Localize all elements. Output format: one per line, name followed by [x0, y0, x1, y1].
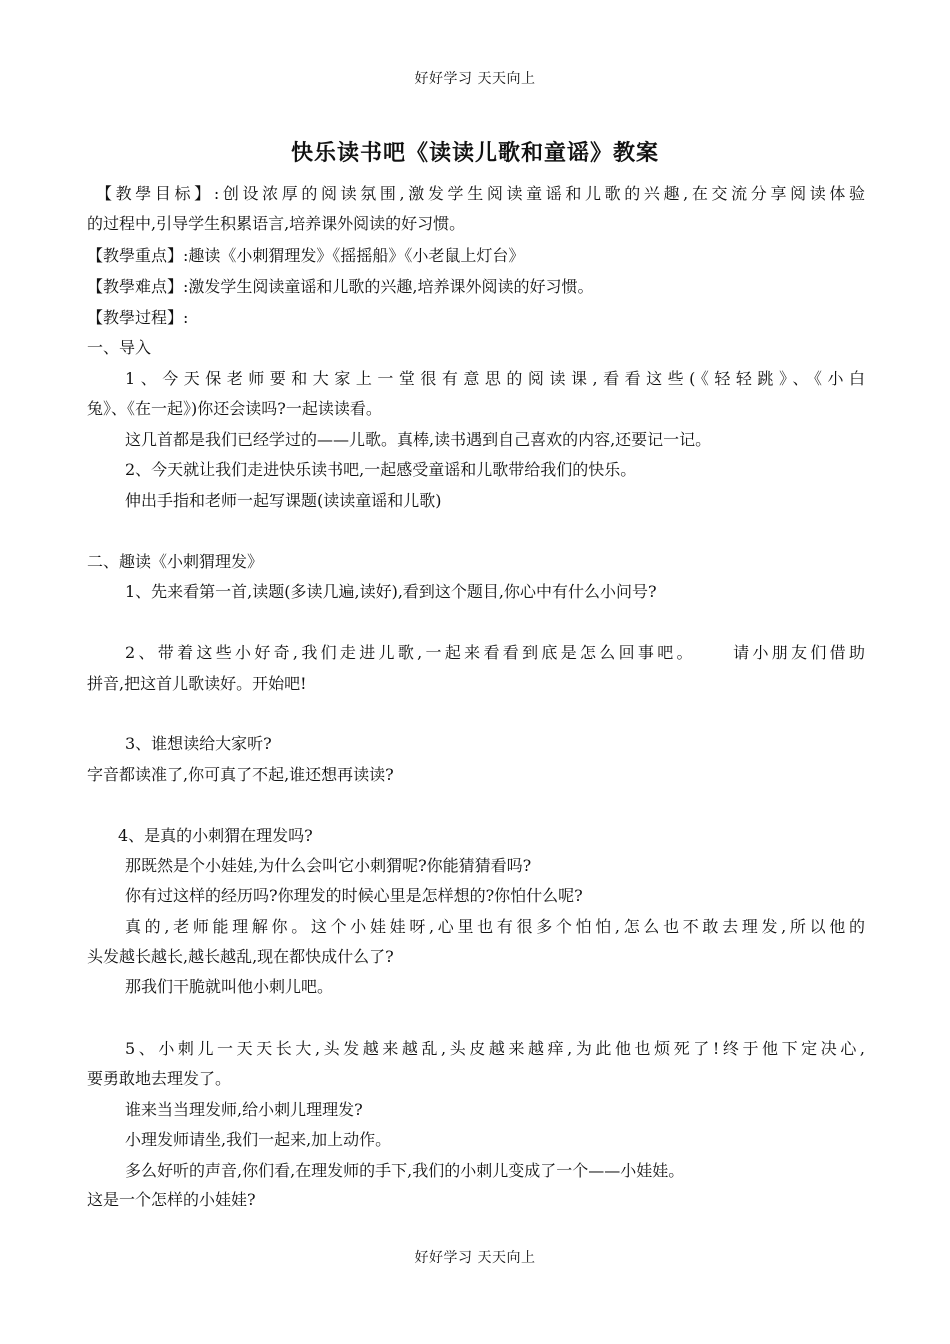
section-2-q4-a: 那既然是个小娃娃,为什么会叫它小刺猬呢?你能猜猜看吗?	[125, 856, 532, 875]
objectives-line-1: 【教學目标】:创设浓厚的阅读氛围,激发学生阅读童谣和儿歌的兴趣,在交流分享阅读体验	[96, 184, 865, 203]
difficulties: 【教學难点】:激发学生阅读童谣和儿歌的兴趣,培养课外阅读的好习惯。	[87, 277, 594, 296]
section-2-heading: 二、趣读《小刺猬理发》	[87, 552, 264, 571]
section-1-p1-line-2: 兔》、《在一起》)你还会读吗?一起读读看。	[87, 399, 382, 418]
page-footer: 好好学习 天天向上	[414, 1250, 536, 1266]
section-2-q4-c-line-1: 真的,老师能理解你。这个小娃娃呀,心里也有很多个怕怕,怎么也不敢去理发,所以他的	[125, 917, 865, 936]
section-2-q5-b: 小理发师请坐,我们一起来,加上动作。	[125, 1130, 392, 1149]
section-1-p1-line-1: 1、今天保老师要和大家上一堂很有意思的阅读课,看看这些(《轻轻跳》、《小白	[125, 369, 865, 388]
process-label: 【教學过程】:	[87, 308, 189, 327]
section-2-q5-line-2: 要勇敢地去理发了。	[87, 1069, 232, 1088]
section-1-p2: 这几首都是我们已经学过的——儿歌。真棒,读书遇到自己喜欢的内容,还要记一记。	[125, 430, 712, 449]
section-2-q2-line-2: 拼音,把这首儿歌读好。开始吧!	[87, 674, 307, 693]
section-2-q5-d: 这是一个怎样的小娃娃?	[87, 1190, 256, 1209]
section-2-q4-c-line-2: 头发越长越长,越长越乱,现在都快成什么了?	[87, 947, 394, 966]
section-2-q3: 3、谁想读给大家听?	[125, 734, 272, 753]
section-2-q4-d: 那我们干脆就叫他小刺儿吧。	[125, 977, 334, 996]
section-2-q1: 1、先来看第一首,读题(多读几遍,读好),看到这个题目,你心中有什么小问号?	[125, 582, 657, 601]
section-2-q4: 4、是真的小刺猬在理发吗?	[118, 826, 313, 845]
key-points: 【教學重点】:趣读《小刺猬理发》《摇摇船》《小老鼠上灯台》	[87, 246, 525, 265]
section-1-heading: 一、导入	[87, 338, 152, 357]
section-2-q5-line-1: 5、小刺儿一天天长大,头发越来越乱,头皮越来越痒,为此他也烦死了!终于他下定决心,	[125, 1039, 865, 1058]
section-1-p3: 2、今天就让我们走进快乐读书吧,一起感受童谣和儿歌带给我们的快乐。	[125, 460, 637, 479]
section-2-q5-a: 谁来当当理发师,给小刺儿理理发?	[125, 1100, 363, 1119]
section-2-q2-line-1	[125, 643, 865, 663]
section-1-p4: 伸出手指和老师一起写课题(读读童谣和儿歌)	[125, 491, 442, 510]
section-2-q2-line-1-b: 请小朋友们借助	[729, 643, 865, 662]
document-title: 快乐读书吧《读读儿歌和童谣》教案	[290, 140, 659, 166]
section-2-q5-c: 多么好听的声音,你们看,在理发师的手下,我们的小刺儿变成了一个——小娃娃。	[125, 1161, 685, 1180]
section-2-q3-follow: 字音都读准了,你可真了不起,谁还想再读读?	[87, 765, 394, 784]
page-header: 好好学习 天天向上	[414, 71, 536, 87]
section-2-q4-b: 你有过这样的经历吗?你理发的时候心里是怎样想的?你怕什么呢?	[125, 886, 583, 905]
section-2-q2-line-1-a: 2、带着这些小好奇,我们走进儿歌,一起来看看到底是怎么回事吧。	[125, 643, 696, 662]
objectives-line-2: 的过程中,引导学生积累语言,培养课外阅读的好习惯。	[87, 214, 466, 233]
